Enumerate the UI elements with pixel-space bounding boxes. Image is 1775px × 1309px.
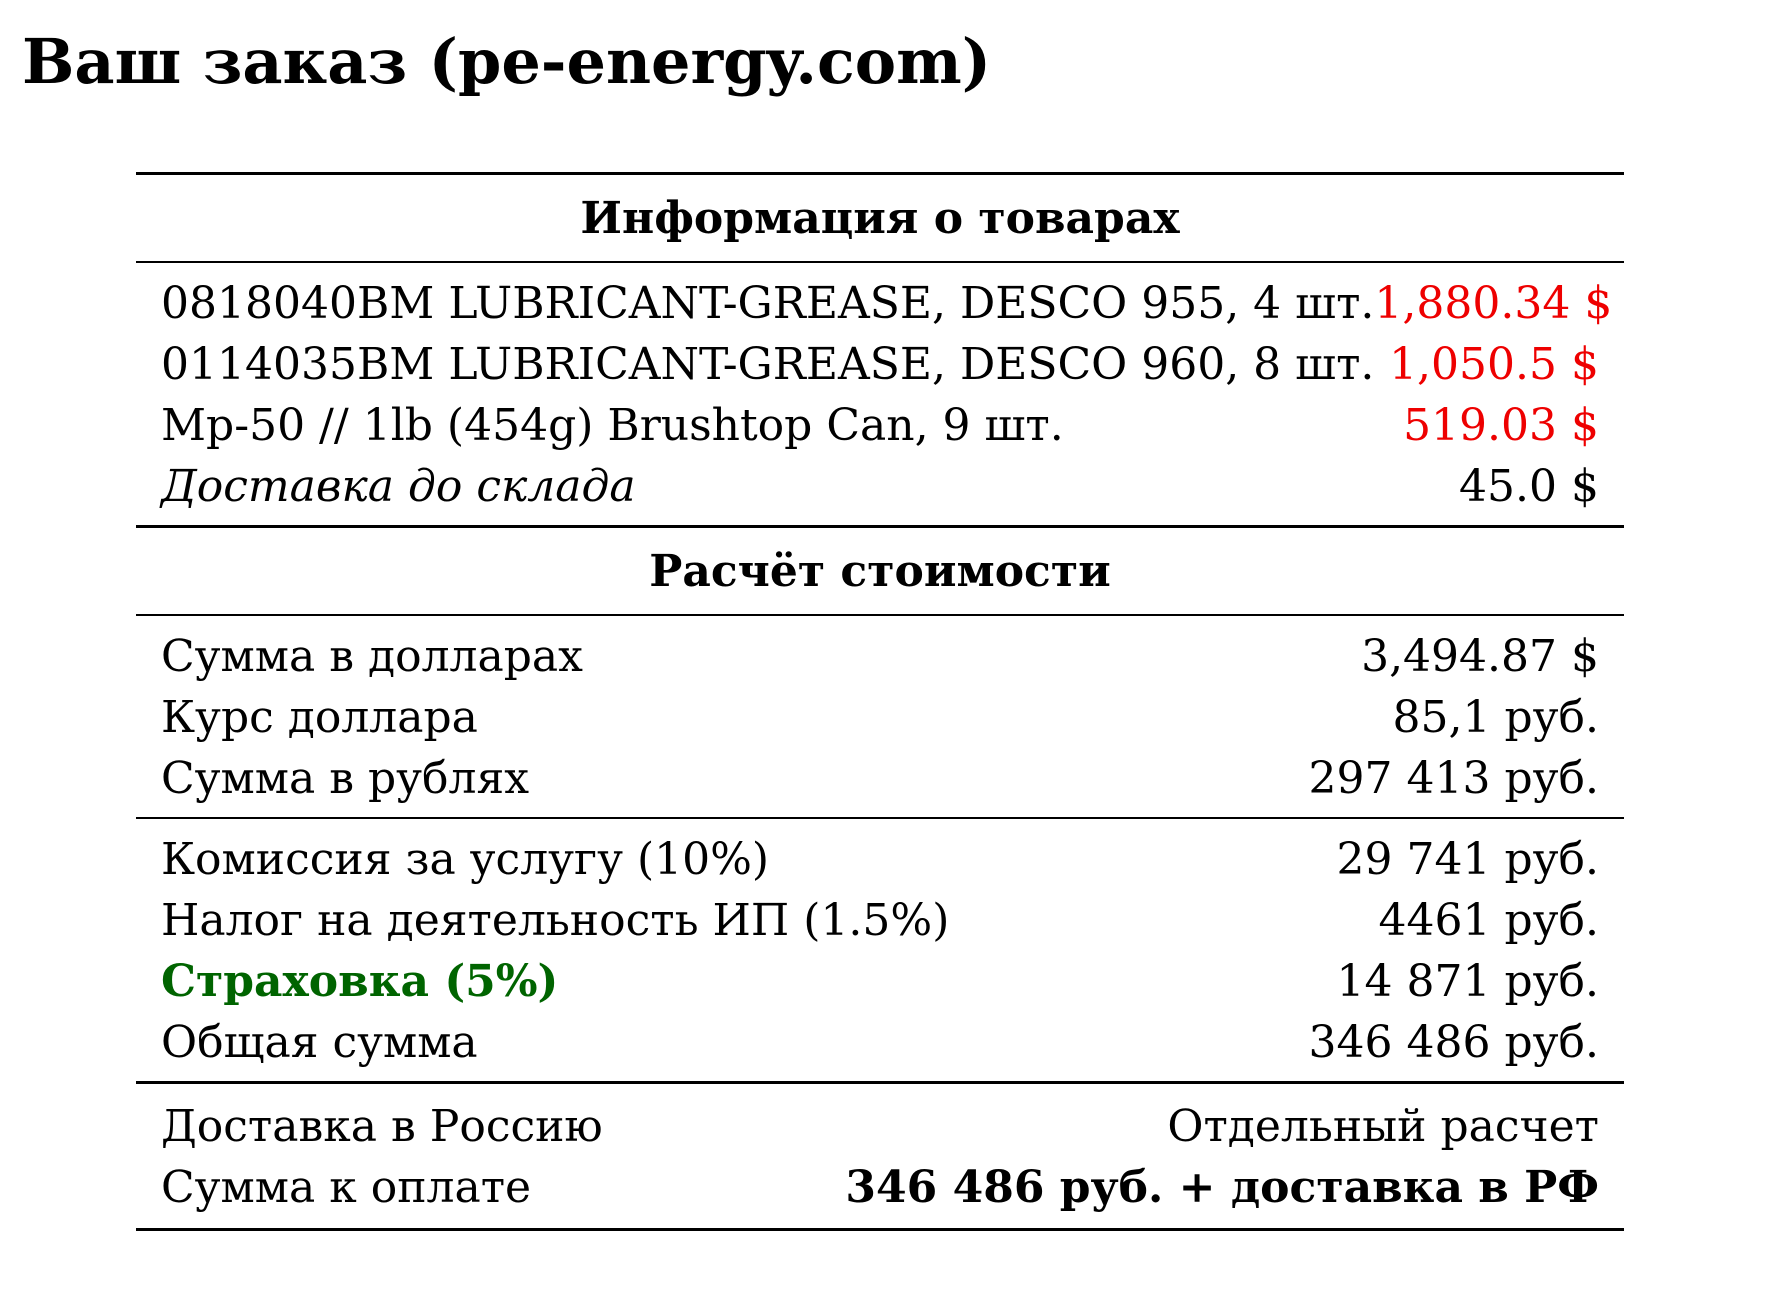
tax-row (136, 890, 1624, 951)
usd-sum-value: 3,494.87 $ (1361, 631, 1599, 682)
insurance-value: 14 871 руб. (1336, 956, 1599, 1007)
final-group (136, 1084, 1624, 1228)
calc-section-header: Расчёт стоимости (649, 545, 1111, 597)
product-row (136, 273, 1624, 334)
exchange-rate-value: 85,1 руб. (1392, 692, 1599, 743)
exchange-rate-row (136, 687, 1624, 748)
to-pay-label: Сумма к оплате (161, 1162, 532, 1213)
to-pay-row (136, 1157, 1624, 1218)
total-label: Общая сумма (161, 1017, 478, 1068)
total-value: 346 486 руб. (1308, 1017, 1599, 1068)
product-name: Mp-50 // 1lb (454g) Brushtop Can, 9 шт. (161, 400, 1064, 451)
products-section-header: Информация о товарах (580, 192, 1180, 244)
warehouse-delivery-label: Доставка до склада (161, 461, 636, 512)
usd-sum-label: Сумма в долларах (161, 631, 583, 682)
product-row (136, 334, 1624, 395)
commission-row (136, 829, 1624, 890)
commission-value: 29 741 руб. (1336, 834, 1599, 885)
warehouse-delivery-row (136, 456, 1624, 517)
russia-delivery-value: Отдельный расчет (1167, 1101, 1599, 1152)
russia-delivery-row (136, 1096, 1624, 1157)
tax-value: 4461 руб. (1378, 895, 1599, 946)
order-table (136, 172, 1624, 1231)
page-title: Ваш заказ (pe-energy.com) (22, 25, 992, 98)
warehouse-delivery-value: 45.0 $ (1459, 461, 1599, 512)
conversion-group (136, 616, 1624, 817)
product-price: 519.03 $ (1403, 400, 1599, 451)
rub-sum-label: Сумма в рублях (161, 753, 530, 804)
exchange-rate-label: Курс доллара (161, 692, 478, 743)
usd-sum-row (136, 626, 1624, 687)
products-list (136, 263, 1624, 525)
rub-sum-row (136, 748, 1624, 809)
russia-delivery-label: Доставка в Россию (161, 1101, 603, 1152)
total-row (136, 1012, 1624, 1073)
product-price: 1,880.34 $ (1374, 278, 1613, 329)
commission-label: Комиссия за услугу (10%) (161, 834, 770, 885)
insurance-label: Страховка (5%) (161, 956, 559, 1007)
rub-sum-value: 297 413 руб. (1308, 753, 1599, 804)
product-name: 0114035BM LUBRICANT-GREASE, DESCO 960, 8 шт. (161, 339, 1375, 390)
product-price: 1,050.5 $ (1389, 339, 1599, 390)
fees-group (136, 819, 1624, 1081)
product-name: 0818040BM LUBRICANT-GREASE, DESCO 955, 4 шт. (161, 278, 1375, 329)
insurance-row (136, 951, 1624, 1012)
product-row (136, 395, 1624, 456)
bottom-rule (136, 1228, 1624, 1231)
tax-label: Налог на деятельность ИП (1.5%) (161, 895, 950, 946)
to-pay-value: 346 486 руб. + доставка в РФ (845, 1162, 1599, 1213)
